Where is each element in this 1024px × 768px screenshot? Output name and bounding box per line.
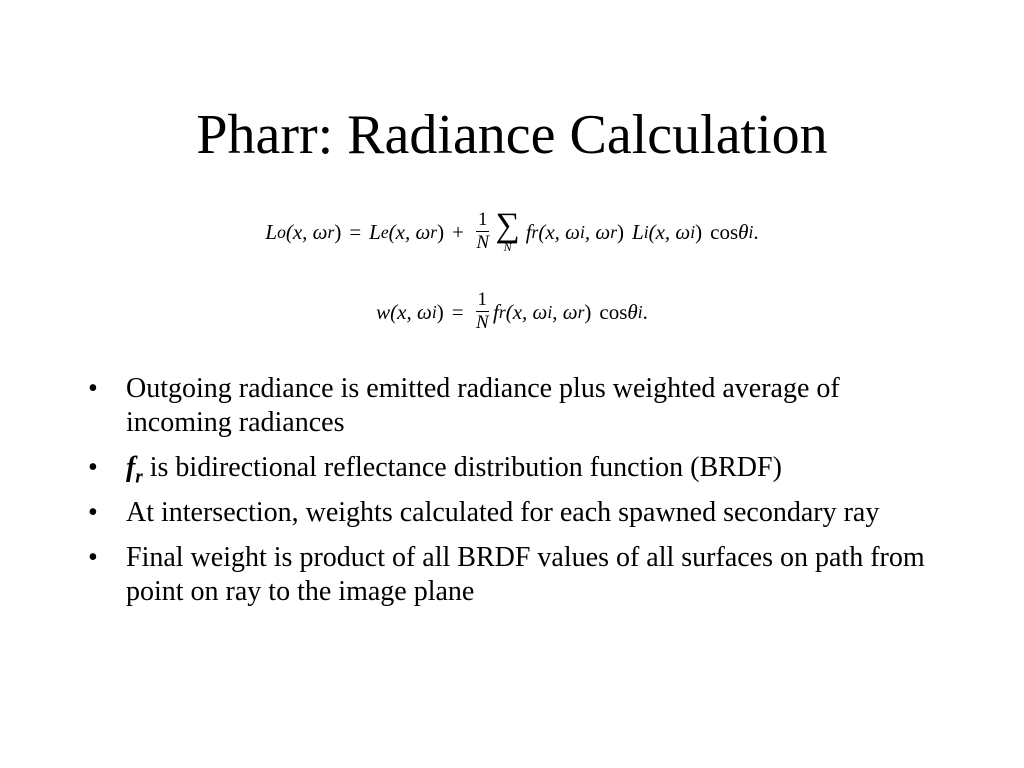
sum-subscript: N xyxy=(503,239,512,254)
bullet-item xyxy=(88,451,948,488)
eq1-lhs-args-sub: r xyxy=(327,221,335,242)
eq2-lhs-args-sub: i xyxy=(431,301,437,322)
eq2-f-sub: r xyxy=(498,301,506,322)
eq2-theta: θ xyxy=(627,299,638,324)
bullet-item xyxy=(88,541,948,609)
radiance-equation: L o (x, ω r ) = L e (x, ω r ) + $\frac{1}{N}$ ∑ N f r (x, ω i , ω r ) L i (x, ω i ) cos θ i . xyxy=(265,206,759,254)
eq1-lhs-args: (x, ω xyxy=(285,219,328,244)
eq1-frac-num: 1 xyxy=(477,209,488,230)
eq1-li: L xyxy=(632,219,644,244)
slide-title: Pharr: Radiance Calculation xyxy=(196,104,828,166)
eq1-li-args: (x, ω xyxy=(648,219,691,244)
eq1-lhs: L xyxy=(265,219,278,244)
brdf-symbol xyxy=(126,452,143,488)
eq2-f-args: (x, ω xyxy=(505,299,548,324)
eq2-cos: cos xyxy=(599,299,628,324)
eq1-f-args-sub2: r xyxy=(610,221,618,242)
bullet-text: is bidirectional reflectance distribution function (BRDF) xyxy=(142,452,782,483)
eq2-equals: = xyxy=(451,299,464,324)
eq1-equals: = xyxy=(349,219,362,244)
eq1-cos: cos xyxy=(710,219,739,244)
eq1-theta: θ xyxy=(738,219,749,244)
eq2-lhs: w xyxy=(376,299,391,324)
eq2-end: . xyxy=(642,299,648,324)
eq1-term1-sub: e xyxy=(380,221,389,242)
eq1-f-sub: r xyxy=(531,221,539,242)
eq2-frac-num: 1 xyxy=(477,289,488,310)
eq1-end: . xyxy=(753,219,759,244)
bullet-dot: • xyxy=(88,373,98,404)
eq2-theta-sub: i xyxy=(637,301,643,322)
eq1-term1: L xyxy=(369,219,381,244)
eq1-li-args-sub: i xyxy=(690,221,696,242)
bullet-item xyxy=(88,372,948,440)
bullet-dot: • xyxy=(88,452,98,483)
eq1-summation xyxy=(495,206,520,254)
eq2-lhs-args: (x, ω xyxy=(390,299,432,324)
eq1-f-args: (x, ω xyxy=(538,219,581,244)
eq1-theta-sub: i xyxy=(748,221,754,242)
bullet-item xyxy=(88,496,948,530)
eq1-plus: + xyxy=(452,219,464,244)
sum-symbol: ∑ xyxy=(495,206,520,244)
eq1-frac-den: N xyxy=(476,232,490,253)
bullet-dot: • xyxy=(88,497,98,528)
weight-equation: w (x, ω i ) = $\frac{1}{N}$ f r (x, ω i , ω r ) cos θ i . xyxy=(376,289,648,333)
eq1-f-args-mid: , ω xyxy=(584,219,611,244)
eq1-f: f xyxy=(525,219,532,244)
bullet-dot: • xyxy=(88,542,98,573)
bullet-text: At intersection, weights calculated for each spawned secondary ray xyxy=(126,497,880,528)
eq2-f-args-sub2: r xyxy=(577,301,585,322)
bullet-list xyxy=(88,372,948,620)
eq1-term1-args: (x, ω xyxy=(388,219,431,244)
eq1-lhs-sub: o xyxy=(277,221,286,242)
bullet-text: Outgoing radiance is emitted radiance plus weighted average of incoming radiances xyxy=(126,373,840,438)
bullet-text: Final weight is product of all BRDF values of all surfaces on path from point on ray to the image plane xyxy=(126,542,925,607)
eq1-li-sub: i xyxy=(643,221,649,242)
eq1-fraction xyxy=(476,210,490,253)
eq1-term1-args-sub: r xyxy=(430,221,438,242)
eq2-f-args-mid: , ω xyxy=(552,299,578,324)
eq2-fraction xyxy=(476,290,490,333)
eq1-f-args-sub1: i xyxy=(580,221,585,242)
eq2-frac-den: N xyxy=(475,312,489,333)
eq2-f: f xyxy=(493,299,499,324)
brdf-symbol-sub: r xyxy=(135,466,143,488)
brdf-symbol-f: f xyxy=(126,452,136,483)
eq2-f-args-sub1: i xyxy=(547,301,553,322)
